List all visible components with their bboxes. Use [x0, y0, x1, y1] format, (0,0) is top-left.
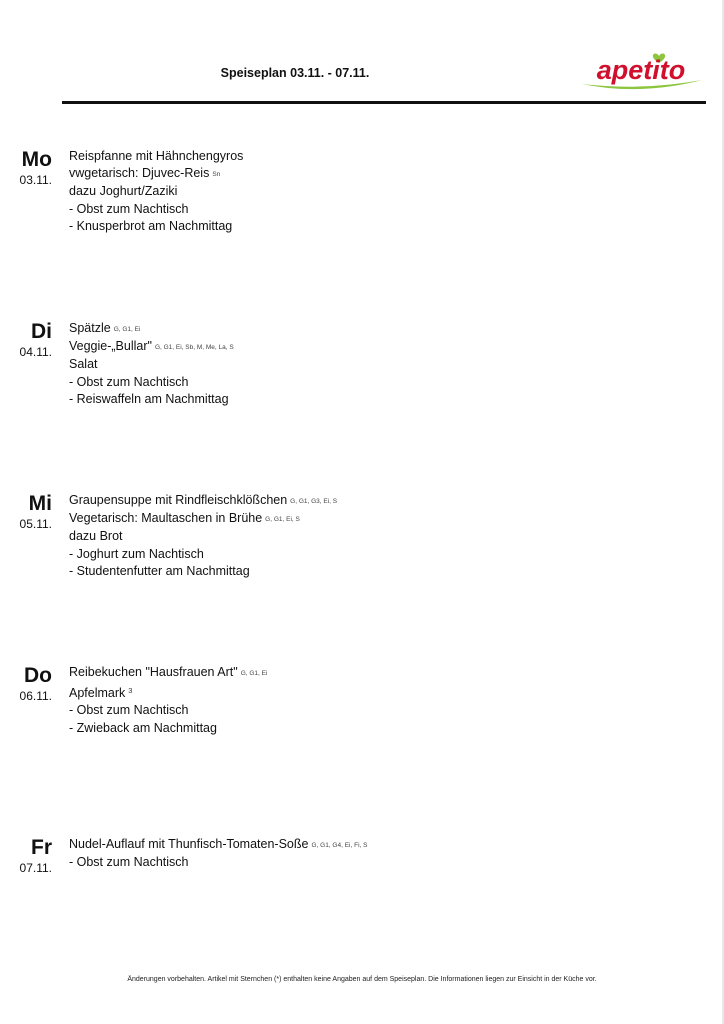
menu-item-text: Spätzle: [69, 321, 111, 335]
menu-item: [69, 854, 689, 871]
menu-item-text: Veggie-„Bullar": [69, 339, 152, 354]
menu-item: [69, 374, 689, 391]
menu-item-text: - Obst zum Nachtisch: [69, 855, 189, 870]
menu-item: [69, 510, 689, 528]
menu-item-text: - Obst zum Nachtisch: [69, 703, 189, 718]
day-date: 06.11.: [19, 689, 52, 703]
menu-items: [69, 664, 689, 737]
allergen-codes: G, G1, G3, Ei, S: [290, 498, 338, 505]
menu-item: [69, 492, 689, 510]
additive-code: 3: [128, 686, 133, 696]
menu-item: [69, 218, 689, 235]
menu-item-text: - Obst zum Nachtisch: [69, 374, 189, 389]
menu-item-text: Nudel-Auflauf mit Thunfisch-Tomaten-Soße: [69, 837, 309, 851]
menu-item: [69, 338, 689, 356]
day-abbr: Di: [31, 320, 52, 343]
menu-item-text: - Zwieback am Nachmittag: [69, 720, 217, 735]
menu-item: [69, 546, 689, 563]
menu-item-text: - Obst zum Nachtisch: [69, 201, 189, 216]
menu-item-text: Apfelmark: [69, 686, 126, 701]
menu-item: [69, 528, 689, 545]
menu-item-text: - Joghurt zum Nachtisch: [69, 546, 204, 561]
day-abbr: Mo: [21, 148, 52, 171]
menu-items: [69, 836, 689, 871]
logo-text: apetito: [596, 55, 686, 85]
menu-item-text: - Reiswaffeln am Nachmittag: [69, 391, 229, 406]
menu-item: [69, 183, 689, 200]
menu-item: [69, 702, 689, 719]
menu-item-text: Salat: [69, 357, 98, 372]
menu-items: [69, 148, 689, 235]
allergen-codes: G, G1, Ei, Sb, M, Me, La, S: [154, 344, 234, 352]
day-abbr: Fr: [31, 836, 52, 859]
day-date: 07.11.: [19, 861, 52, 875]
allergen-codes: G, G1, Ei: [113, 326, 141, 333]
menu-item: [69, 720, 689, 737]
menu-item-text: Vegetarisch: Maultaschen in Brühe: [69, 511, 263, 526]
day-abbr: Mi: [28, 492, 52, 515]
menu-item: [69, 201, 689, 218]
menu-item: [69, 563, 689, 580]
menu-item-text: vwgetarisch: Djuvec-Reis: [69, 166, 210, 181]
menu-item-text: dazu Brot: [69, 529, 123, 544]
day-date: 04.11.: [19, 345, 52, 359]
allergen-codes: G, G1, Ei: [240, 670, 268, 677]
day-date: 03.11.: [19, 173, 52, 187]
menu-item: [69, 836, 689, 854]
day-date: 05.11.: [19, 517, 52, 531]
header-rule: [62, 101, 706, 104]
menu-item-text: - Studentenfutter am Nachmittag: [69, 563, 250, 578]
menu-item-text: Graupensuppe mit Rindfleischklößchen: [69, 493, 288, 507]
menu-item: [69, 148, 689, 165]
page-title: Speiseplan 03.11. - 07.11.: [220, 66, 370, 80]
menu-item-text: - Knusperbrot am Nachmittag: [69, 218, 233, 233]
menu-item: [69, 664, 689, 682]
menu-item: [69, 391, 689, 408]
day-abbr: Do: [24, 664, 52, 687]
allergen-codes: G, G1, G4, Ei, Fi, S: [311, 842, 368, 849]
apetito-logo: [576, 50, 706, 94]
allergen-codes: Sn: [212, 171, 221, 179]
menu-item: [69, 165, 689, 183]
menu-item-text: Reispfanne mit Hähnchengyros: [69, 149, 244, 163]
menu-item: [69, 320, 689, 338]
allergen-codes: G, G1, Ei, S: [265, 516, 300, 524]
menu-items: [69, 492, 689, 580]
menu-item: [69, 682, 689, 702]
footer-note: Änderungen vorbehalten. Artikel mit Sternchen (*) enthalten keine Angaben auf dem Speiseplan. Die Informationen liegen zur Einsicht in der Küche vor.: [127, 976, 597, 983]
menu-item-text: dazu Joghurt/Zaziki: [69, 184, 178, 199]
menu-item-text: Reibekuchen "Hausfrauen Art": [69, 665, 238, 679]
menu-item: [69, 356, 689, 373]
menu-items: [69, 320, 689, 408]
